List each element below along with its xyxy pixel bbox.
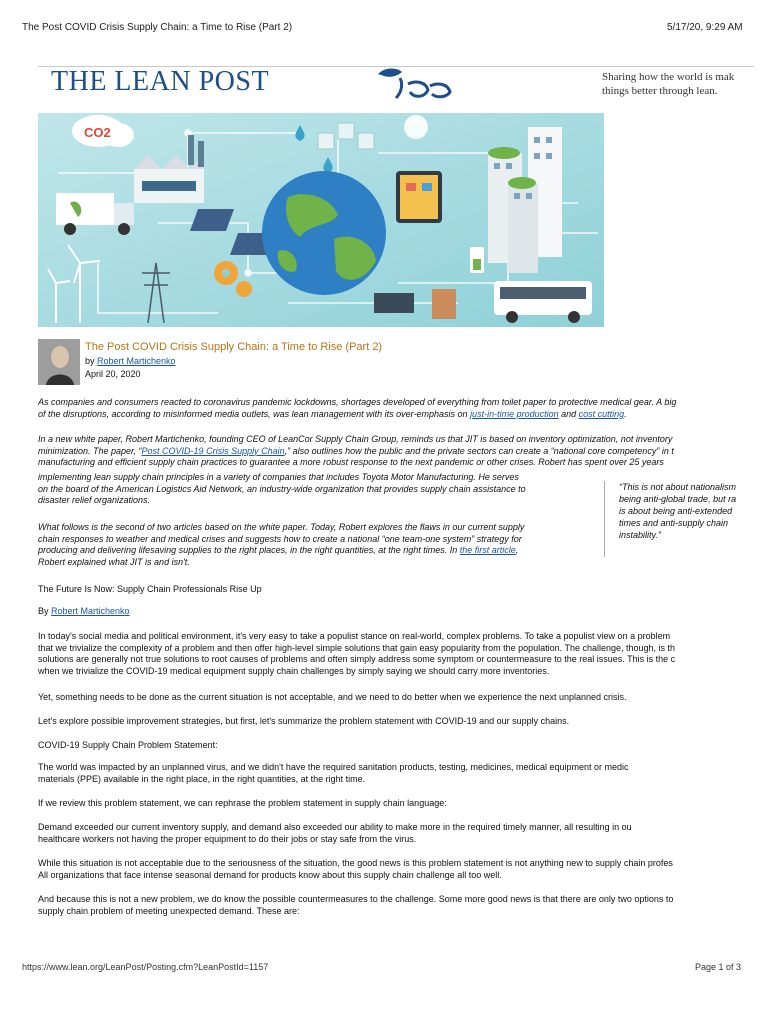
lightbulb-icon (404, 115, 428, 139)
body-p6-line-1: Demand exceeded our current inventory supply, and demand also exceeded our ability to make more in the required timely manner, all resulting in ou (38, 822, 632, 832)
intro-p2-line-6: disaster relief organizations. (38, 495, 151, 505)
jit-production-link[interactable]: just-in-time production (470, 408, 559, 419)
body-paragraph-4 (38, 762, 754, 785)
body-paragraph-5: If we review this problem statement, we can rephrase the problem statement in supply chain language: (38, 798, 447, 808)
body-p1-line-2: that we trivialize the complexity of a problem and then offer high-level simple solutions that gain easy popularity from the population. The challenge, though, is th (38, 642, 676, 653)
print-page-title: The Post COVID Crisis Supply Chain: a Time to Rise (Part 2) (22, 22, 293, 33)
problem-statement-heading: COVID-19 Supply Chain Problem Statement: (38, 740, 218, 750)
body-paragraph-3: Let's explore possible improvement strategies, but first, let's summarize the problem statement with COVID-19 and our supply chains. (38, 716, 570, 726)
body-byline (38, 606, 754, 618)
body-p1-line-1: In today's social media and political environment, it's very easy to take a populist stance on real-world, complex problems. To take a populist view on a problem (38, 631, 671, 641)
intro-paragraph-3 (38, 522, 594, 568)
intro-p3-line-4: Robert explained what JIT is and isn't. (38, 556, 190, 567)
tagline-line-2: things better through lean. (602, 85, 718, 97)
body-by-prefix: By (38, 606, 52, 616)
white-paper-link[interactable]: Post COVID-19 Crisis Supply Chain (141, 445, 285, 456)
first-article-link[interactable]: the first article (459, 545, 516, 555)
intro-p2-line-5: on the board of the American Logistics Aid Network, an industry-wide organization that provides supply chain assistance to (38, 483, 526, 494)
intro-p1-text-c: . (624, 408, 627, 419)
intro-p1-text-b: and (558, 408, 579, 419)
site-logo-title[interactable]: THE LEAN POST (51, 66, 270, 97)
intro-p3-line-1: What follows is the second of two articles based on the white paper. Today, Robert explores the flaws in our current supply (38, 522, 525, 532)
print-timestamp: 5/17/20, 9:29 AM (667, 22, 743, 33)
article-date: April 20, 2020 (85, 369, 141, 379)
print-page-number: Page 1 of 3 (695, 962, 742, 972)
shopping-bag-icon (432, 289, 456, 319)
body-p7-line-2: All organizations that face intense seasonal demand for products know about this supply chain challenge all too well. (38, 869, 502, 880)
tablet-icon (396, 171, 442, 223)
body-paragraph-2: Yet, something needs to be done as the current situation is not acceptable, and we need to do better when we experience the next unplanned crisis. (38, 692, 627, 702)
quote-line-1: “This is not about nationalism (619, 482, 737, 492)
intro-paragraph-2-cont (38, 472, 594, 507)
hero-illustration (38, 113, 604, 327)
site-tagline (602, 70, 752, 98)
body-p6-line-2: healthcare workers not having the proper equipment to do their jobs or stay safe from the virus. (38, 833, 417, 844)
body-p1-line-4: when we trivialize the COVID-19 medical equipment supply chain challenges by simply saying we should carry more inventories. (38, 665, 550, 676)
intro-p3-text-a: producing and delivering lifesaving supplies to the right places, in the right quantities, at the right times. In (38, 545, 460, 555)
print-url: https://www.lean.org/LeanPost/Posting.cfm?LeanPostId=1157 (22, 962, 269, 972)
author-link[interactable]: Robert Martichenko (97, 356, 176, 366)
article-byline (85, 356, 176, 366)
quote-line-3: is about being anti-extended (619, 506, 733, 516)
co2-label: CO2 (84, 125, 111, 140)
cart-icon (374, 293, 414, 313)
intro-p1-line-2 (38, 409, 754, 421)
intro-p2-line-2 (38, 446, 754, 458)
byline-prefix: by (85, 356, 98, 366)
body-p8-line-2: supply chain problem of meeting unexpected demand. These are: (38, 905, 300, 916)
section-heading: The Future Is Now: Supply Chain Professionals Rise Up (38, 584, 262, 594)
tagline-line-1: Sharing how the world is mak (602, 71, 735, 83)
quote-line-5: instability.” (619, 530, 661, 540)
intro-p1-text-a: of the disruptions, according to misinformed media outlets, was lean management with its over-emphasis on (38, 408, 471, 419)
body-paragraph-8 (38, 894, 754, 917)
intro-paragraph-1 (38, 397, 754, 420)
intro-p2-line-3: manufacturing and efficient supply chain practices to guarantee a more robust response to the next pandemic or other crises. Robert has spent over 25 years (38, 457, 664, 467)
body-p4-line-1: The world was impacted by an unplanned virus, and we didn't have the required sanitation products, testing, medicines, medical equipment or medic (38, 762, 629, 772)
cost-cutting-link[interactable]: cost cutting (578, 408, 625, 419)
author-avatar (38, 339, 80, 385)
body-p8-line-1: And because this is not a new problem, we do know the possible countermeasures to the challenge. Some more good news is that there are only two options to (38, 894, 674, 904)
quote-line-4: times and anti-supply chain (619, 518, 729, 528)
pull-quote (604, 481, 768, 557)
globe-icon (262, 171, 386, 295)
body-paragraph-6 (38, 822, 754, 845)
body-p4-line-2: materials (PPE) available in the right place, in the right quantities, at the right time. (38, 773, 366, 784)
intro-p1-line-1: As companies and consumers reacted to coronavirus pandemic lockdowns, shortages developed of everything from toilet paper to protective medical gear. A big (38, 397, 677, 407)
quote-line-2: being anti-global trade, but ra (619, 494, 737, 504)
body-paragraph-1 (38, 631, 754, 677)
body-author-link[interactable]: Robert Martichenko (51, 606, 130, 616)
intro-p2-text-a: minimization. The paper, “ (38, 445, 142, 456)
intro-paragraph-2 (38, 434, 754, 469)
intro-p3-text-b: , (515, 545, 519, 555)
article-title: The Post COVID Crisis Supply Chain: a Time to Rise (Part 2) (85, 341, 383, 353)
logo-brush-icon (372, 64, 456, 104)
intro-p3-line-2: chain responses to weather and medical crises and suggests how to create a national “one team-one system” strategy for (38, 533, 522, 544)
body-p7-line-1: While this situation is not acceptable due to the seriousness of the situation, the good news is this problem statement is not anything new to supply chain profes (38, 858, 673, 868)
intro-p2-line-4: implementing lean supply chain principles in a variety of companies that includes Toyota Motor Manufacturing. He serves (38, 472, 519, 482)
body-paragraph-7 (38, 858, 754, 881)
intro-p2-text-b: ,” also outlines how the public and the private sectors can create a “national core competency” in t (284, 445, 674, 456)
body-p1-line-3: solutions are generally not true solutions to root causes of problems and often simply address some symptom or countermeasure to the real issues. This is the c (38, 654, 676, 664)
intro-p2-line-1: In a new white paper, Robert Martichenko, founding CEO of LeanCor Supply Chain Group, reminds us that JIT is based on inventory optimization, not inventory (38, 434, 673, 444)
intro-p3-line-3 (38, 545, 594, 557)
